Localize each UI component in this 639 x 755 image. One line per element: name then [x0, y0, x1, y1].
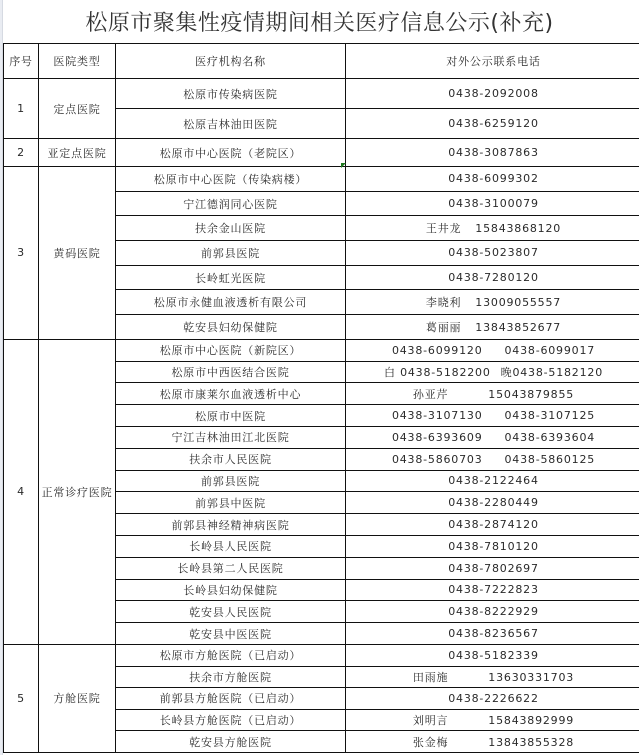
phone-number: 0438-3107125 — [504, 409, 596, 423]
phone-cell[interactable] — [346, 265, 639, 290]
hospital-name-cell[interactable]: 扶余市人民医院 — [116, 448, 346, 470]
table-row — [4, 139, 639, 167]
contact-person: 王井龙 — [425, 222, 462, 236]
phone-number: 0438-3100079 — [448, 197, 539, 211]
phone-cell[interactable] — [346, 315, 639, 340]
hospital-name-cell[interactable]: 松原吉林油田医院 — [116, 109, 346, 139]
phone-number: 0438-5023807 — [448, 246, 539, 260]
phone-cell[interactable] — [346, 241, 639, 266]
hospital-name-cell[interactable]: 乾安县中医医院 — [116, 623, 346, 645]
phone-cell[interactable] — [346, 383, 639, 405]
seq-cell[interactable]: 5 — [4, 644, 39, 752]
hospital-name-cell[interactable]: 宁江吉林油田江北医院 — [116, 427, 346, 449]
hospital-name-cell[interactable]: 宁江德润同心医院 — [116, 191, 346, 216]
hospital-name-cell[interactable]: 松原市康莱尔血液透析中心 — [116, 383, 346, 405]
hospital-name-cell[interactable]: 前郭县医院 — [116, 241, 346, 266]
hospital-type-cell[interactable]: 方舱医院 — [39, 644, 116, 752]
phone-cell[interactable] — [346, 361, 639, 383]
hospital-name-cell[interactable]: 松原市中心医院（老院区） — [116, 139, 346, 167]
seq-cell[interactable]: 3 — [4, 167, 39, 340]
phone-number: 0438-6259120 — [448, 117, 539, 130]
contact-person: 张金梅 — [412, 735, 449, 749]
hospital-name-cell[interactable]: 长岭县妇幼保健院 — [116, 579, 346, 601]
phone-cell[interactable] — [346, 709, 639, 731]
seq-cell[interactable]: 1 — [4, 79, 39, 139]
phone-cell[interactable] — [346, 666, 639, 688]
phone-number: 0438-3107130 — [391, 409, 483, 423]
hospital-name-cell[interactable]: 松原市传染病医院 — [116, 79, 346, 109]
hospital-name-cell[interactable]: 长岭县人民医院 — [116, 535, 346, 557]
phone-cell[interactable] — [346, 601, 639, 623]
phone-cell[interactable] — [346, 535, 639, 557]
phone-number: 0438-8222929 — [448, 605, 539, 619]
phone-number: 0438-6393604 — [504, 430, 596, 444]
phone-cell[interactable] — [346, 139, 639, 167]
phone-cell[interactable] — [346, 492, 639, 514]
contact-person: 李晓利 — [425, 296, 462, 310]
phone-number: 13630331703 — [488, 670, 575, 684]
hospital-name-cell[interactable]: 松原市中西医结合医院 — [116, 361, 346, 383]
contact-person: 孙亚芹 — [412, 387, 449, 401]
table-row — [4, 339, 639, 361]
phone-number: 0438-2874120 — [448, 518, 539, 532]
phone-cell[interactable] — [346, 191, 639, 216]
hospital-name-cell[interactable]: 松原市中心医院（传染病楼） — [116, 167, 346, 192]
contact-person: 刘明言 — [412, 714, 449, 728]
phone-number: 0438-8236567 — [448, 627, 539, 641]
header-phone: 对外公示联系电话 — [346, 44, 639, 79]
hospital-name-cell[interactable]: 乾安县人民医院 — [116, 601, 346, 623]
phone-number: 0438-7222823 — [448, 583, 539, 597]
hospital-name-cell[interactable]: 松原市永健血液透析有限公司 — [116, 290, 346, 315]
phone-cell[interactable] — [346, 514, 639, 536]
hospital-name-cell[interactable]: 长岭县方舱医院（已启动） — [116, 709, 346, 731]
phone-cell[interactable] — [346, 623, 639, 645]
phone-number: 0438-2092008 — [448, 87, 539, 100]
hospital-name-cell[interactable]: 松原市方舱医院（已启动） — [116, 644, 346, 666]
phone-cell[interactable] — [346, 557, 639, 579]
phone-cell[interactable] — [346, 290, 639, 315]
seq-cell[interactable]: 2 — [4, 139, 39, 167]
contact-person: 葛丽丽 — [425, 320, 462, 334]
hospital-name-cell[interactable]: 长岭县第二人民医院 — [116, 557, 346, 579]
hospital-name-cell[interactable]: 前郭县中医院 — [116, 492, 346, 514]
page-title: 松原市聚集性疫情期间相关医疗信息公示(补充) — [85, 11, 554, 36]
phone-number: 白 0438-5182200 — [383, 366, 491, 379]
phone-number: 0438-2122464 — [448, 474, 539, 488]
phone-cell[interactable] — [346, 109, 639, 139]
hospital-name-cell[interactable]: 乾安县方舱医院 — [116, 731, 346, 753]
header-seq: 序号 — [4, 44, 39, 79]
phone-number: 0438-7810120 — [448, 539, 539, 553]
phone-number: 0438-2226622 — [448, 691, 539, 705]
phone-number: 0438-5860125 — [504, 452, 596, 466]
table-row — [4, 79, 639, 109]
hospital-name-cell[interactable]: 松原市中医院 — [116, 405, 346, 427]
phone-cell[interactable] — [346, 427, 639, 449]
phone-number: 15843892999 — [488, 714, 575, 728]
phone-cell[interactable] — [346, 644, 639, 666]
phone-number: 0438-6099017 — [504, 343, 596, 357]
phone-number: 0438-6099120 — [391, 343, 483, 357]
phone-number: 15043879855 — [488, 387, 575, 401]
phone-number: 13843855328 — [488, 735, 575, 749]
hospital-name-cell[interactable]: 松原市中心医院（新院区） — [116, 339, 346, 361]
table-header-row — [4, 44, 639, 79]
table-body — [4, 79, 639, 753]
hospital-info-table — [3, 43, 639, 753]
cell-comment-marker[interactable] — [341, 163, 346, 168]
hospital-name-cell[interactable]: 扶余金山医院 — [116, 216, 346, 241]
phone-number: 0438-7802697 — [448, 561, 539, 575]
header-type: 医院类型 — [39, 44, 116, 79]
phone-number: 晚0438-5182120 — [500, 366, 603, 379]
phone-cell[interactable] — [346, 339, 639, 361]
hospital-type-cell[interactable]: 亚定点医院 — [39, 139, 116, 167]
phone-number: 0438-5182339 — [448, 648, 539, 662]
phone-cell[interactable] — [346, 405, 639, 427]
phone-number: 0438-6099302 — [448, 172, 539, 186]
phone-cell[interactable] — [346, 79, 639, 109]
phone-number: 0438-6393609 — [391, 430, 483, 444]
table-row — [4, 167, 639, 192]
hospital-name-cell[interactable]: 前郭县方舱医院（已启动） — [116, 688, 346, 710]
hospital-name-cell[interactable]: 前郭县神经精神病医院 — [116, 514, 346, 536]
phone-number: 0438-3087863 — [448, 146, 539, 159]
phone-number: 0438-7280120 — [448, 271, 539, 285]
phone-cell[interactable] — [346, 579, 639, 601]
phone-number: 0438-2280449 — [448, 496, 539, 510]
phone-number: 0438-5860703 — [391, 452, 483, 466]
seq-cell[interactable]: 4 — [4, 339, 39, 644]
hospital-name-cell[interactable]: 长岭虹光医院 — [116, 265, 346, 290]
hospital-type-cell[interactable]: 正常诊疗医院 — [39, 339, 116, 644]
hospital-name-cell[interactable]: 乾安县妇幼保健院 — [116, 315, 346, 340]
phone-number: 13843852677 — [475, 320, 562, 334]
phone-number: 13009055557 — [475, 296, 562, 310]
contact-person: 田雨施 — [412, 670, 449, 684]
phone-cell[interactable] — [346, 167, 639, 192]
phone-cell[interactable] — [346, 731, 639, 753]
hospital-type-cell[interactable]: 定点医院 — [39, 79, 116, 139]
header-name: 医疗机构名称 — [116, 44, 346, 79]
phone-cell[interactable] — [346, 470, 639, 492]
phone-number: 15843868120 — [475, 222, 562, 236]
phone-cell[interactable] — [346, 216, 639, 241]
phone-cell[interactable] — [346, 448, 639, 470]
hospital-name-cell[interactable]: 扶余市方舱医院 — [116, 666, 346, 688]
hospital-type-cell[interactable]: 黄码医院 — [39, 167, 116, 340]
hospital-name-cell[interactable]: 前郭县医院 — [116, 470, 346, 492]
phone-cell[interactable] — [346, 688, 639, 710]
table-row — [4, 644, 639, 666]
